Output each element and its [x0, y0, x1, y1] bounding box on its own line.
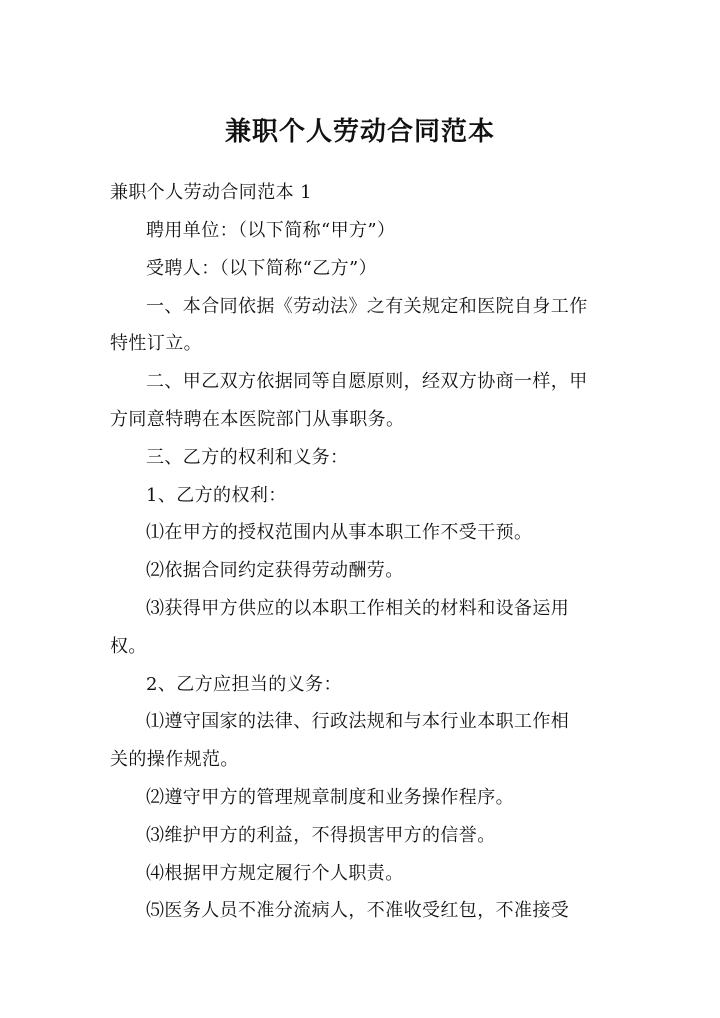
paragraph-line: ⑴遵守国家的法律、行政法规和与本行业本职工作相	[146, 711, 570, 732]
paragraph-line: ⑶维护甲方的利益，不得损害甲方的信誉。	[146, 825, 496, 846]
paragraph-line: 关的操作规范。	[110, 749, 239, 770]
paragraph-line: ⑴在甲方的授权范围内从事本职工作不受干预。	[146, 522, 533, 543]
section-heading: 兼职个人劳动合同范本 1	[110, 182, 312, 203]
paragraph-line: 2、乙方应担当的义务：	[146, 674, 342, 695]
paragraph-line: 二、甲乙双方依据同等自愿原则，经双方协商一样，甲	[146, 371, 588, 392]
paragraph-line: ⑷根据甲方规定履行个人职责。	[146, 863, 404, 884]
paragraph-line: 三、乙方的权利和义务：	[146, 447, 349, 468]
paragraph-line: 特性订立。	[110, 333, 202, 354]
paragraph-line: 一、本合同依据《劳动法》之有关规定和医院自身工作	[146, 296, 588, 317]
paragraph-line: ⑵依据合同约定获得劳动酬劳。	[146, 560, 404, 581]
paragraph-line: 聘用单位：（以下简称“甲方”）	[146, 220, 396, 241]
paragraph-line: 受聘人：（以下简称“乙方”）	[146, 258, 378, 279]
paragraph-line: 权。	[110, 636, 147, 657]
paragraph-line: ⑸医务人员不准分流病人，不准收受红包，不准接受	[146, 900, 570, 921]
paragraph-line: ⑵遵守甲方的管理规章制度和业务操作程序。	[146, 787, 514, 808]
paragraph-line: ⑶获得甲方供应的以本职工作相关的材料和设备运用	[146, 598, 570, 619]
paragraph-line: 1、乙方的权利：	[146, 485, 287, 506]
document-title: 兼职个人劳动合同范本	[224, 117, 495, 147]
paragraph-line: 方同意特聘在本医院部门从事职务。	[110, 409, 405, 430]
